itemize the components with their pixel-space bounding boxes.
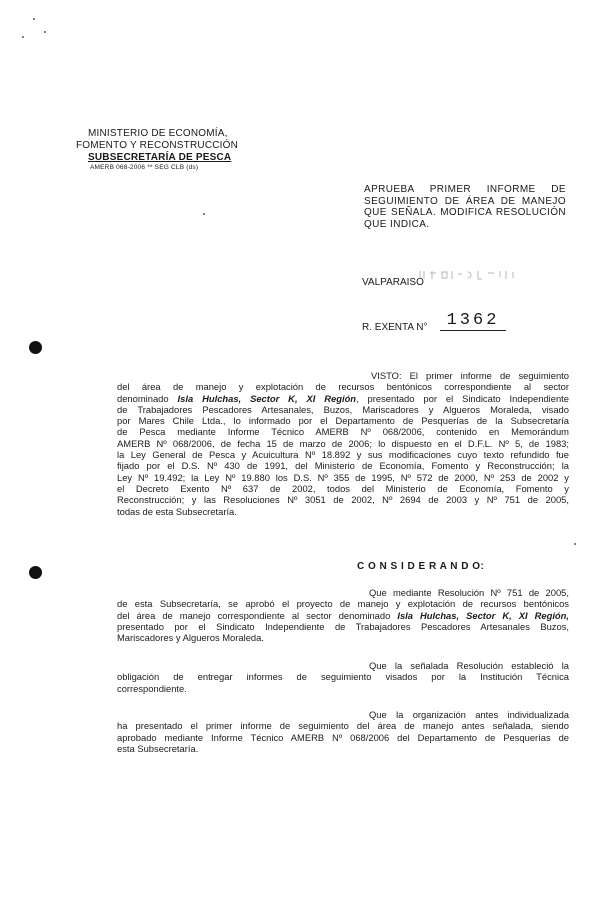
place-label: VALPARAISO bbox=[362, 277, 424, 288]
considerando-heading: C O N S I D E R A N D O: bbox=[357, 561, 485, 572]
ministry-line-1: MINISTERIO DE ECONOMÍA, bbox=[88, 128, 228, 139]
paragraph-line: Reconstrucción; y las Resoluciones Nº 3051 de 2002, Nº 2694 de 2003 y Nº 751 de 2005, bbox=[117, 494, 569, 506]
document-title bbox=[364, 184, 566, 230]
paragraph-line: del área de manejo correspondiente al sector denominado Isla Hulchas, Sector K, XI Región, bbox=[117, 609, 569, 621]
paragraph-line: el Decreto Exento Nº 637 de 2002, todos del Ministerio de Economía, Fomento y bbox=[117, 482, 569, 494]
considerando-item-2 bbox=[117, 660, 569, 694]
paragraph-line: Que la señalada Resolución estableció la bbox=[369, 660, 569, 671]
paragraph-line: la Ley General de Pesca y Acuicultura Nº 18.892 y sus modificaciones cuyo texto refundido fue bbox=[117, 449, 569, 461]
resolution-number: 1362 bbox=[440, 311, 506, 331]
paragraph-line: Que la organización antes individualizada bbox=[369, 709, 569, 720]
date-stamp-mark bbox=[418, 268, 518, 282]
paragraph-line: VISTO: El primer informe de seguimiento bbox=[371, 370, 569, 381]
paragraph-line: AMERB Nº 068/2006, de fecha 15 de marzo de 2006; lo dispuesto en el D.F.L. Nº 5, de 1983; bbox=[117, 437, 569, 449]
scan-speck bbox=[574, 543, 576, 545]
paragraph-line: esta Subsecretaría. bbox=[117, 742, 199, 754]
paragraph-line: obligación de entregar informes de seguimiento visados por la Institución Técnica bbox=[117, 671, 569, 683]
paragraph-line: todas de esta Subsecretaría. bbox=[117, 505, 237, 517]
date-stamp bbox=[418, 268, 518, 282]
considerando-item-1 bbox=[117, 587, 569, 643]
paragraph-line: Que mediante Resolución Nº 751 de 2005, bbox=[369, 587, 569, 598]
scan-speck bbox=[203, 213, 205, 215]
title-line: QUE SEÑALA. MODIFICA RESOLUCIÓN bbox=[364, 207, 566, 219]
paragraph-line: correspondiente. bbox=[117, 682, 187, 694]
paragraph-line: ha presentado el primer informe de seguimiento del área de manejo antes señalada, siendo bbox=[117, 720, 569, 732]
emphasized-place-name: Isla Hulchas, Sector K, XI Región, bbox=[397, 609, 569, 621]
paragraph-line: presentado por el Sindicato Independiente de Trabajadores Pescadores Artesanales Buzos, bbox=[117, 620, 569, 632]
paragraph-line: fijado por el D.S. Nº 430 de 1991, del Ministerio de Economía, Fomento y Reconstrucción; la bbox=[117, 460, 569, 472]
paragraph-line: denominado Isla Hulchas, Sector K, XI Región, presentado por el Sindicato Independiente bbox=[117, 392, 569, 404]
visto-paragraph bbox=[117, 370, 569, 517]
document-reference: AMERB 068-2006 ** SEG CLB (ds) bbox=[90, 164, 199, 171]
title-line: QUE INDICA. bbox=[364, 218, 430, 230]
title-line: APRUEBA PRIMER INFORME DE bbox=[364, 184, 566, 195]
ministry-line-2: FOMENTO Y RECONSTRUCCIÓN bbox=[76, 140, 239, 151]
paragraph-line: de Trabajadores Pescadores Artesanales, Buzos, Mariscadores y Algueros Moraleda, visado bbox=[117, 403, 569, 415]
emphasized-place-name: Isla Hulchas, Sector K, XI Región bbox=[177, 392, 357, 404]
binder-hole-top bbox=[29, 341, 42, 354]
title-line: SEGUIMIENTO DE ÁREA DE MANEJO bbox=[364, 195, 566, 207]
paragraph-line: del área de manejo y explotación de recursos bentónicos correspondiente al sector bbox=[117, 381, 569, 393]
binder-hole-bottom bbox=[29, 566, 42, 579]
scan-speck bbox=[44, 31, 46, 33]
paragraph-line: por Mares Chile Ltda., lo informado por el Departamento de Pesquerías de la Subsecretaría bbox=[117, 415, 569, 427]
considerando-item-3 bbox=[117, 709, 569, 754]
paragraph-line: Ley Nº 19.492; la Ley Nº 19.880 los D.S. Nº 355 de 1995, Nº 572 de 2000, Nº 253 de 2002 y bbox=[117, 471, 569, 483]
paragraph-line: de Pesca mediante Informe Técnico AMERB Nº 068/2006, contenido en Memorándum bbox=[117, 426, 569, 438]
scan-speck bbox=[33, 18, 35, 20]
resolution-label: R. EXENTA N° bbox=[362, 322, 428, 333]
subsecretaria-heading: SUBSECRETARÍA DE PESCA bbox=[88, 152, 232, 163]
paragraph-line: aprobado mediante Informe Técnico AMERB Nº 068/2006 del Departamento de Pesquerías de bbox=[117, 731, 569, 743]
paragraph-line: de esta Subsecretaría, se aprobó el proyecto de manejo y explotación de recursos bentónicos bbox=[117, 598, 569, 610]
scan-speck bbox=[22, 36, 24, 38]
paragraph-line: Mariscadores y Algueros Moraleda. bbox=[117, 632, 264, 644]
